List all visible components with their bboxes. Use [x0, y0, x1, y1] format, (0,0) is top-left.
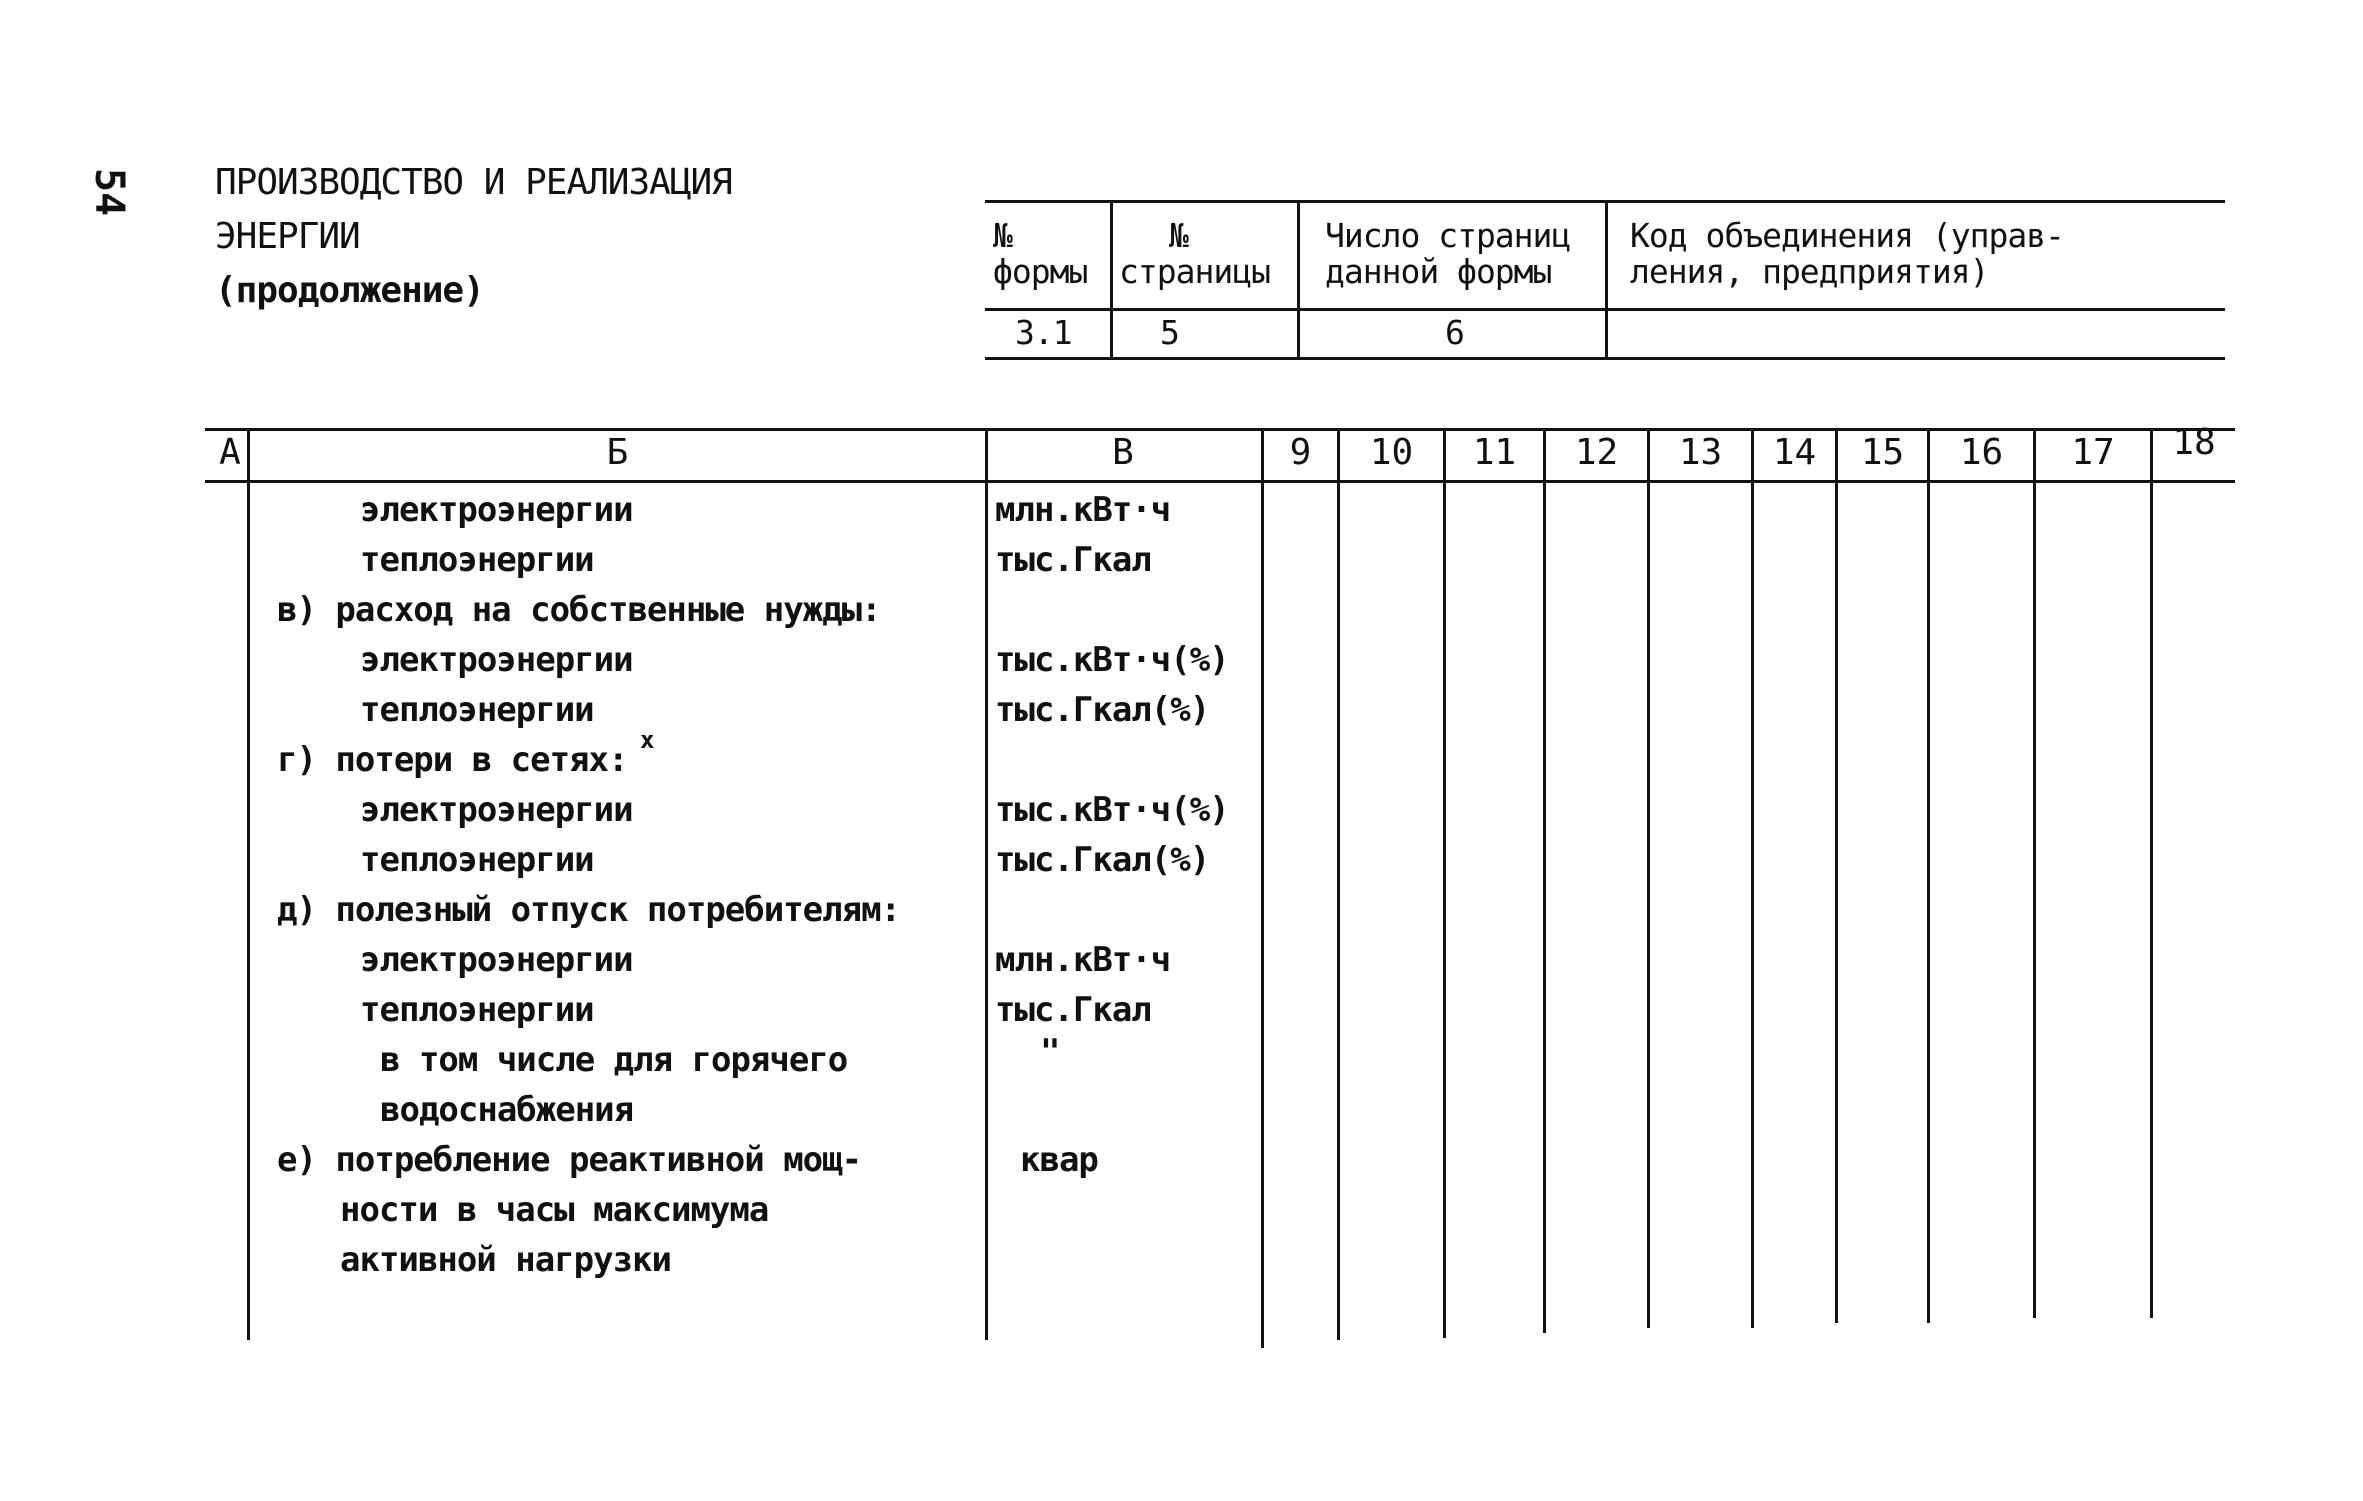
row-4-unit: тыс.Гкал(%)	[995, 690, 1210, 730]
row-7-unit: тыс.Гкал(%)	[995, 840, 1210, 880]
col-header-b: Б	[606, 432, 629, 473]
col-divider-9	[1337, 428, 1340, 1340]
col-divider-10	[1443, 428, 1446, 1338]
title-line-1: ПРОИЗВОДСТВО И РЕАЛИЗАЦИЯ	[215, 162, 732, 203]
organization-code-label: Код объединения (управ- ления, предприятия)	[1630, 216, 2064, 291]
page-count-value: 6	[1445, 313, 1464, 352]
form-number-label: № формы	[993, 216, 1088, 291]
page-number-value: 5	[1160, 313, 1179, 352]
row-1-text: теплоэнергии	[360, 540, 594, 580]
col-header-15: 15	[1860, 432, 1905, 473]
col-header-12: 12	[1574, 432, 1619, 473]
row-5-text: г) потери в сетях:	[277, 740, 628, 780]
row-6-unit: тыс.кВт·ч(%)	[995, 790, 1229, 830]
footnote-mark: x	[640, 726, 655, 754]
row-11-unit: "	[1040, 1032, 1060, 1072]
col-header-18: 18	[2172, 422, 2216, 463]
page-count-label: Число страниц данной формы	[1325, 216, 1571, 291]
col-divider-a	[247, 428, 250, 1340]
row-3-unit: тыс.кВт·ч(%)	[995, 640, 1229, 680]
col-header-17: 17	[2071, 432, 2115, 473]
col-divider-v	[1261, 428, 1264, 1348]
col-divider-12	[1647, 428, 1650, 1328]
row-6-text: электроэнергии	[360, 790, 633, 830]
col-header-10: 10	[1369, 432, 1414, 473]
row-0-text: электроэнергии	[360, 490, 633, 530]
title-line-3: (продолжение)	[215, 270, 484, 311]
row-9-unit: млн.кВт·ч	[995, 940, 1171, 980]
row-13-unit: квар	[1020, 1140, 1098, 1180]
col-header-a: А	[219, 432, 241, 473]
row-10-text: теплоэнергии	[360, 990, 594, 1030]
row-1-unit: тыс.Гкал	[995, 540, 1151, 580]
col-divider-16	[2033, 428, 2036, 1318]
form-number-value: 3.1	[1015, 313, 1072, 352]
row-3-text: электроэнергии	[360, 640, 633, 680]
info-divider-1	[1110, 200, 1113, 360]
info-divider-3	[1605, 200, 1608, 360]
row-9-text: электроэнергии	[360, 940, 633, 980]
title-line-2: ЭНЕРГИИ	[215, 216, 360, 257]
form-info-table	[985, 200, 2225, 360]
table-top-rule	[205, 428, 2235, 431]
row-15-text: активной нагрузки	[340, 1240, 671, 1280]
row-2-text: в) расход на собственные нужды:	[277, 590, 881, 630]
page-number: 54	[86, 168, 132, 217]
row-0-unit: млн.кВт·ч	[995, 490, 1171, 530]
info-divider-2	[1297, 200, 1300, 360]
col-divider-15	[1927, 428, 1930, 1323]
row-8-text: д) полезный отпуск потребителям:	[277, 890, 901, 930]
row-14-text: ности в часы максимума	[340, 1190, 769, 1230]
col-header-9: 9	[1289, 432, 1312, 473]
col-header-14: 14	[1772, 432, 1817, 473]
row-7-text: теплоэнергии	[360, 840, 594, 880]
page-number-label: № страницы	[1119, 216, 1270, 291]
col-header-11: 11	[1472, 432, 1517, 473]
col-divider-11	[1543, 428, 1546, 1333]
col-divider-17	[2150, 428, 2153, 1318]
row-13-text: е) потребление реактивной мощ-	[277, 1140, 862, 1180]
main-table	[205, 420, 2235, 1340]
col-header-13: 13	[1678, 432, 1723, 473]
col-header-16: 16	[1959, 432, 2004, 473]
row-12-text: водоснабжения	[380, 1090, 634, 1130]
row-10-unit: тыс.Гкал	[995, 990, 1151, 1030]
row-11-text: в том числе для горячего	[380, 1040, 848, 1080]
table-header-rule	[205, 480, 2235, 483]
col-header-v: В	[1112, 432, 1134, 473]
col-divider-13	[1751, 428, 1754, 1328]
col-divider-14	[1835, 428, 1838, 1323]
row-4-text: теплоэнергии	[360, 690, 594, 730]
col-divider-b	[985, 428, 988, 1340]
